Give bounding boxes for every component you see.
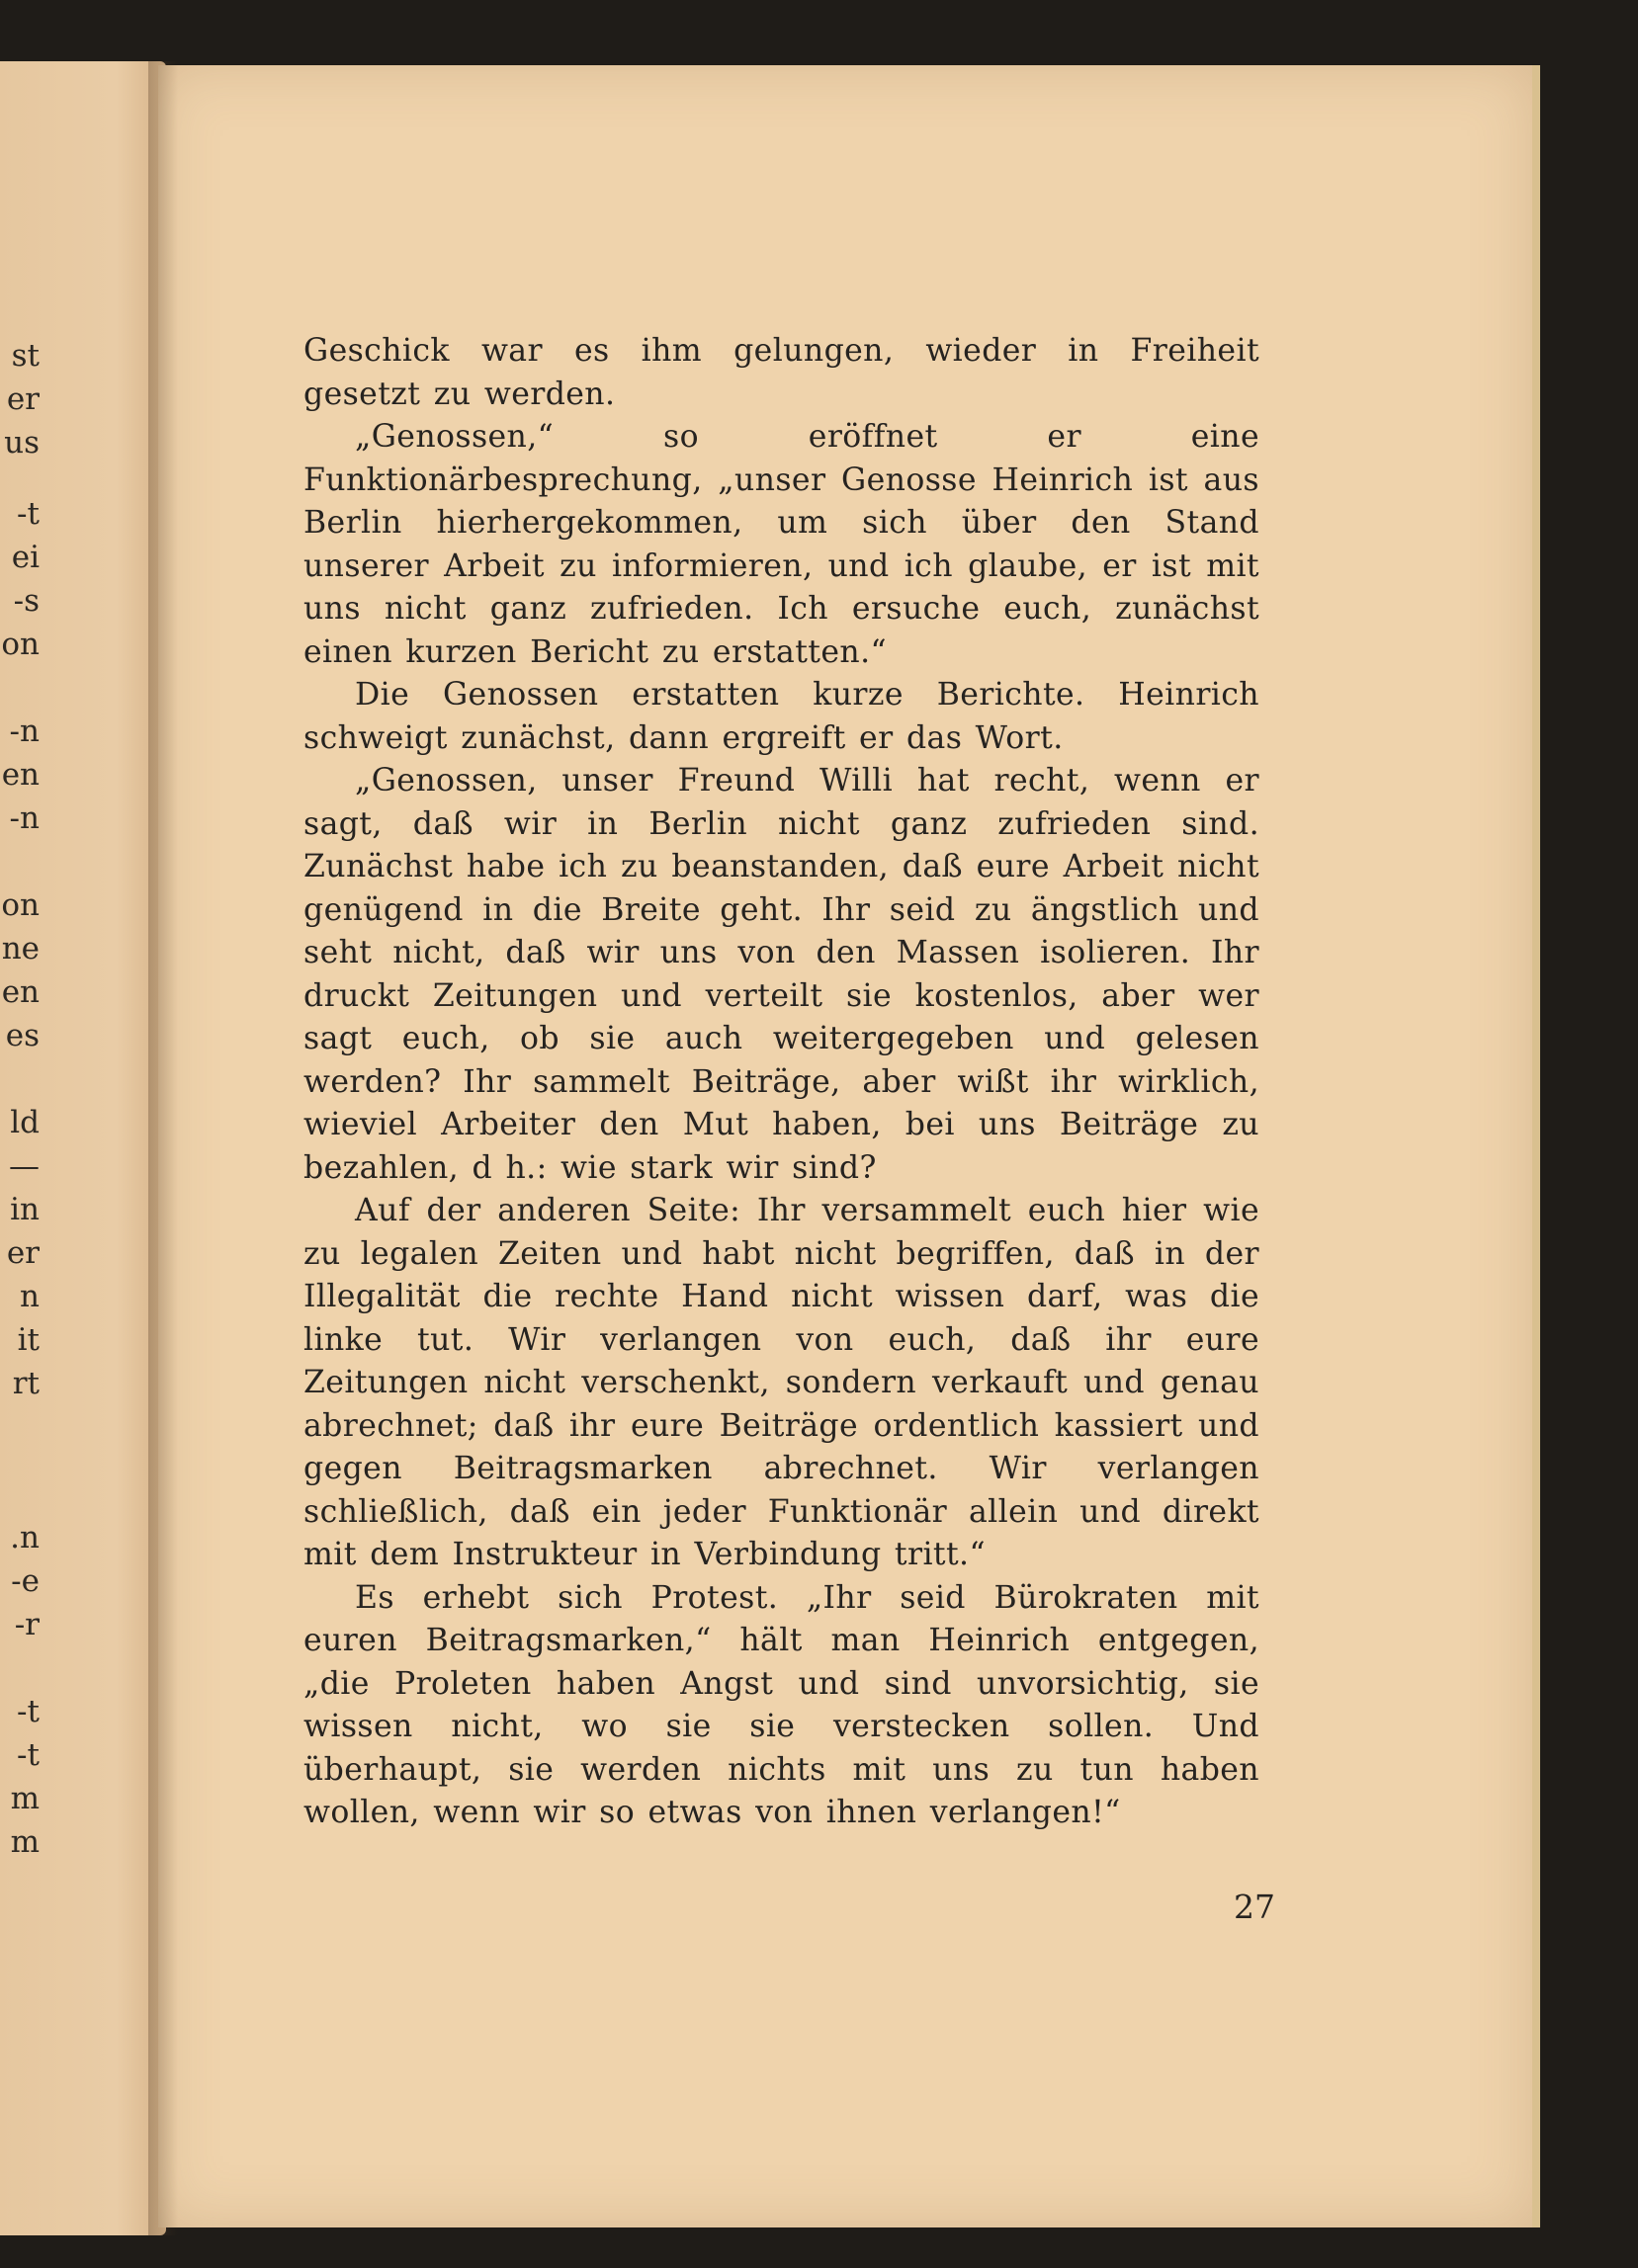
body-text xyxy=(303,330,1259,1835)
left-page-fragment: st xyxy=(11,338,40,374)
left-page-fragment: m xyxy=(10,1824,40,1860)
left-page-fragment: m xyxy=(10,1781,40,1816)
left-page-fragment: n- xyxy=(9,714,40,749)
left-page-fragment: ld xyxy=(10,1105,40,1140)
left-page-fragment: rt xyxy=(12,1366,40,1401)
left-page-fragment: us xyxy=(4,425,40,461)
left-page-fragment: er xyxy=(6,1235,40,1271)
left-page-fragment: t- xyxy=(17,1737,40,1773)
left-page-fragment: — xyxy=(9,1148,40,1184)
paragraph: Auf der anderen Seite: Ihr versammelt euch hier wie zu legalen Zeiten und habt nicht begriffen, daß in der Illegalität die rechte Hand nicht wissen darf, was die linke tut. Wir verlangen von euch, daß ihr eure Zeitungen nicht verschenkt, sondern verkauft und genau abrechnet; daß ihr eure Beiträge ordentlich kassiert und gegen Beitragsmarken abrechnet. Wir verlangen schließlich, daß ein jeder Funktionär allein und direkt mit dem Instrukteur in Verbindung tritt.“ xyxy=(303,1193,1259,1572)
paragraph: Die Genossen erstatten kurze Berichte. Heinrich schweigt zunächst, dann ergreift er das Wort. xyxy=(303,677,1259,756)
left-page-fragment: ne xyxy=(1,931,40,966)
left-page-fragment: es xyxy=(5,1018,40,1053)
left-page-fragment: n- xyxy=(9,800,40,836)
page-number: 27 xyxy=(1234,1888,1275,1926)
left-page-fragment: t- xyxy=(17,1694,40,1729)
left-page-fragment: e- xyxy=(11,1563,40,1599)
left-page-fragment: on xyxy=(1,887,40,923)
left-page-fragment: en xyxy=(1,757,40,793)
left-page-fragment: n xyxy=(20,1279,40,1314)
left-page-fragment: t- xyxy=(17,496,40,532)
left-page-fragment: er xyxy=(6,381,40,417)
left-page-fragment: en xyxy=(1,974,40,1010)
page-gutter xyxy=(148,61,178,2235)
left-page-edge xyxy=(0,61,166,2235)
left-page-fragment: n. xyxy=(10,1520,40,1555)
left-page-fragment: in xyxy=(10,1192,40,1227)
paragraph: „Genossen, unser Freund Willi hat recht, wenn er sagt, daß wir in Berlin nicht ganz zufrieden sind. Zunächst habe ich zu beanstanden, daß eure Arbeit nicht genügend in die Breite geht. Ihr seid zu ängstlich und seht nicht, daß wir uns von den Massen isolieren. Ihr druckt Zeitungen und verteilt sie kostenlos, aber wer sagt euch, ob sie auch weitergegeben und gelesen werden? Ihr sammelt Beiträge, aber wißt ihr wirklich, wieviel Arbeiter den Mut haben, bei uns Beiträge zu bezahlen, d h.: wie stark wir sind? xyxy=(303,763,1259,1186)
left-page-fragment: s- xyxy=(13,583,40,619)
paragraph: Geschick war es ihm gelungen, wieder in Freiheit gesetzt zu werden. xyxy=(303,333,1259,412)
left-page-fragment: it xyxy=(17,1322,40,1358)
left-page-fragment: on xyxy=(1,627,40,662)
paragraph: „Genossen,“ so eröffnet er eine Funktionärbesprechung, „unser Genosse Heinrich ist aus Berlin hierhergekommen, um sich über den Stand unserer Arbeit zu informieren, und ich glaube, er ist mit uns nicht ganz zufrieden. Ich ersuche euch, zunächst einen kurzen Bericht zu erstatten.“ xyxy=(303,419,1259,670)
paragraph: Es erhebt sich Protest. „Ihr seid Bürokraten mit euren Beitragsmarken,“ hält man Heinrich entgegen, „die Proleten haben Angst und sind unvorsichtig, sie wissen nicht, wo sie sie verstecken sollen. Und überhaupt, sie werden nichts mit uns zu tun haben wollen, wenn wir so etwas von ihnen verlangen!“ xyxy=(303,1579,1259,1830)
left-page-fragment: ei xyxy=(11,540,40,575)
left-page-fragment: r- xyxy=(14,1607,40,1642)
